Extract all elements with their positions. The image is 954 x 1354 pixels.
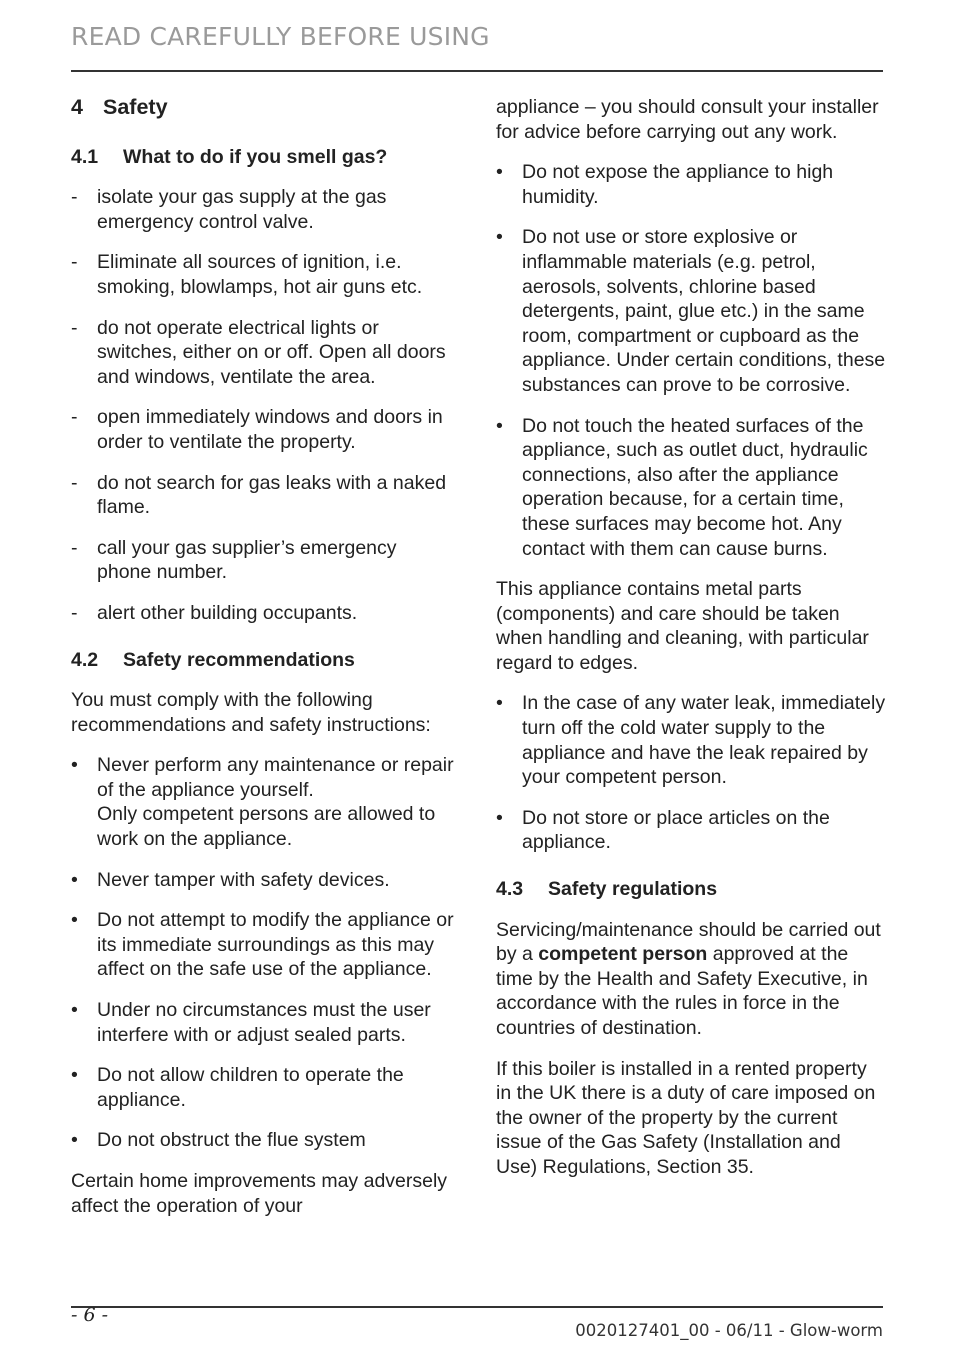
page-number: - 6 - — [71, 1304, 109, 1326]
section-heading — [71, 95, 456, 120]
section-number: 4 — [71, 95, 83, 119]
list-item: - Eliminate all sources of ignition, i.e. smoking, blowlamps, hot air guns etc. — [71, 251, 423, 298]
paragraph-metal-parts: This appliance contains metal parts (components) and care should be taken when handling and cleaning, with particular regard to edges. — [496, 578, 869, 674]
paragraph-home-improvements: Certain home improvements may adversely affect the operation of your — [71, 1170, 448, 1217]
paragraph-intro: You must comply with the following recommendations and safety instructions: — [71, 689, 431, 736]
bullet-item: • In the case of any water leak, immediately turn off the cold water supply to the appliance and have the leak repaired by your competent person. — [496, 692, 886, 789]
list-item: - open immediately windows and doors in order to ventilate the property. — [71, 406, 443, 453]
paragraph-servicing: Servicing/maintenance should be carried out by a competent person approved at the time by the Health and Safety Executive, in accordance with the rules in force in the countries of destination. — [496, 918, 881, 1039]
bullet-item: • Do not obstruct the flue system — [71, 1129, 366, 1152]
list-item: - call your gas supplier’s emergency phone number. — [71, 536, 397, 584]
bullet-item: • Never tamper with safety devices. — [71, 868, 390, 891]
subsection-heading-4-3: 4.3 Safety regulations — [496, 878, 718, 901]
paragraph-home-improvements-continued: appliance – you should consult your installer for advice before carrying out any work. — [496, 96, 879, 143]
right-column — [496, 95, 886, 1196]
subsection-heading-4-2: 4.2 Safety recommendations — [71, 648, 355, 671]
list-item: - do not search for gas leaks with a naked flame. — [71, 471, 447, 519]
header-divider — [71, 70, 883, 72]
bullet-item: • Under no circumstances must the user interfere with or adjust sealed parts. — [71, 999, 431, 1046]
page-header-title: READ CAREFULLY BEFORE USING — [71, 22, 490, 51]
bullet-item: • Do not use or store explosive or inflammable materials (e.g. petrol, aerosols, solvents, chlorine based detergents, paint, glue etc.) in the same room, compartment or cupboard as the appliance. Under certain conditions, these substances can prove to be corrosive. — [496, 226, 886, 396]
bullet-item: • Do not allow children to operate the appliance. — [71, 1064, 404, 1111]
footer-divider — [71, 1306, 883, 1308]
document-reference: 0020127401_00 - 06/11 - Glow-worm — [575, 1321, 883, 1340]
section-title: Safety — [103, 95, 168, 119]
bullet-item: • Do not attempt to modify the appliance or its immediate surroundings as this may affect on the safe use of the appliance. — [71, 909, 454, 981]
bullet-item: • Do not touch the heated surfaces of the appliance, such as outlet duct, hydraulic connections, also after the appliance operation because, for a certain time, these surfaces may become hot. Any contact with them can cause burns. — [496, 414, 868, 560]
list-item: - alert other building occupants. — [71, 601, 358, 624]
bullet-item: • Do not expose the appliance to high humidity. — [496, 161, 834, 208]
list-item: - do not operate electrical lights or switches, either on or off. Open all doors and windows, ventilate the area. — [71, 316, 446, 388]
subsection-heading-4-1: 4.1 What to do if you smell gas? — [71, 145, 388, 168]
bullet-item: • Never perform any maintenance or repair of the appliance yourself. Only competent persons are allowed to work on the appliance. — [71, 754, 454, 851]
paragraph-rented-property: If this boiler is installed in a rented property in the UK there is a duty of care imposed on the owner of the property by the current issue of the Gas Safety (Installation and Use) Regulations, Section 35. — [496, 1057, 876, 1178]
competent-person-emphasis: competent person — [538, 943, 708, 966]
bullet-item: • Do not store or place articles on the appliance. — [496, 806, 830, 854]
list-item: - isolate your gas supply at the gas emergency control valve. — [71, 186, 387, 233]
left-column — [71, 95, 456, 1234]
